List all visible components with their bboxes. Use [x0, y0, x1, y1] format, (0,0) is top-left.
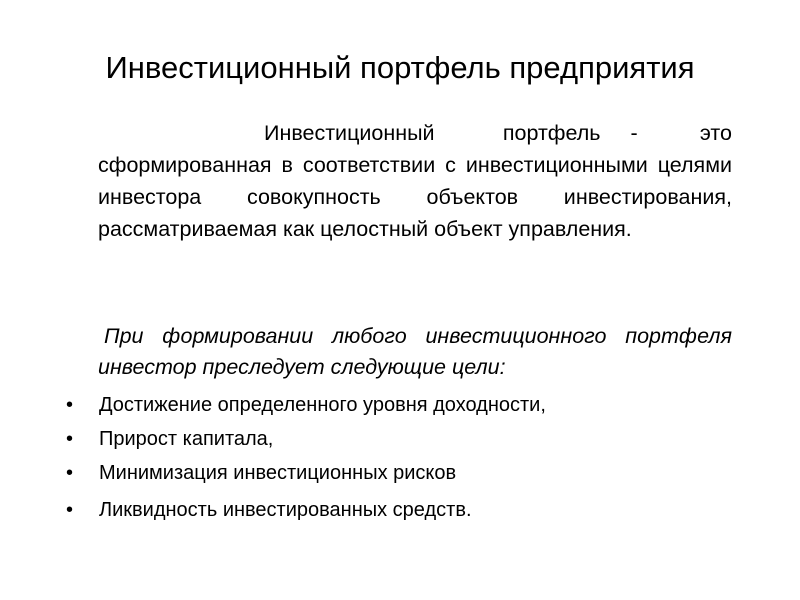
bullet-icon: •: [66, 499, 74, 521]
bullet-icon: •: [66, 394, 74, 416]
slide-title: Инвестиционный портфель предприятия: [105, 50, 695, 85]
definition-body: сформированная в соответствии с инвестиционными целями инвестора совокупность объектов инвестирования, рассматриваемая как целостный объект управления.: [98, 153, 732, 241]
goal-text: Ликвидность инвестированных средств.: [99, 499, 472, 521]
goals-intro-text: При формировании любого инвестиционного портфеля инвестор преследует следующие цели:: [98, 324, 732, 379]
definition-dash: - это: [630, 121, 732, 145]
bullet-icon: •: [66, 428, 74, 450]
goal-text: Прирост капитала,: [99, 428, 274, 450]
goal-text: Достижение определенного уровня доходности,: [99, 394, 546, 416]
definition-term: Инвестиционный портфель: [264, 121, 601, 145]
goal-text: Минимизация инвестиционных рисков: [99, 462, 457, 484]
definition-paragraph: [98, 117, 732, 245]
bullet-icon: •: [66, 462, 74, 484]
goals-intro: [98, 321, 732, 383]
